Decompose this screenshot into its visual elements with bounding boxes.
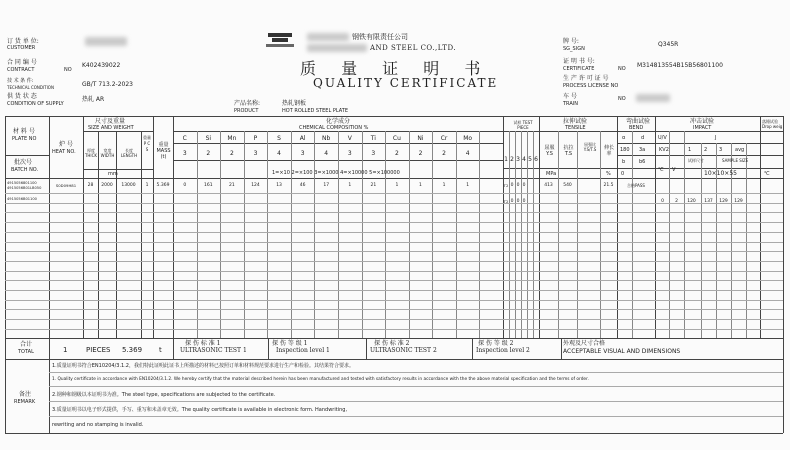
elong-header: 伸长率 bbox=[603, 145, 614, 157]
col-plate-end bbox=[49, 116, 50, 338]
pct-unit: % bbox=[606, 171, 611, 177]
col-ts-end bbox=[577, 131, 578, 338]
row-testpiece-value: 0 bbox=[522, 183, 526, 188]
col-bend-end bbox=[655, 116, 656, 338]
company-en-redacted bbox=[307, 44, 367, 52]
chem-multiplier: 3 bbox=[300, 150, 305, 157]
row-length: 13000 bbox=[121, 183, 136, 188]
col-bend-mid bbox=[632, 131, 633, 338]
title-cn: 质 量 证 明 书 bbox=[300, 59, 491, 78]
data-row-line bbox=[5, 271, 783, 272]
chem-multiplier: 3 bbox=[347, 150, 352, 157]
table-left-border bbox=[5, 116, 6, 433]
chem-col-line bbox=[244, 131, 245, 338]
remark-col-1 bbox=[49, 359, 50, 433]
chem-cn: 化学成分 bbox=[326, 118, 351, 125]
impact-en: IMPACT bbox=[693, 125, 712, 131]
bend-impact-divider-2 bbox=[617, 155, 783, 156]
bend-impact-divider-1 bbox=[617, 143, 783, 144]
testpiece-number: 6 bbox=[534, 156, 538, 163]
chem-element-label: Nb bbox=[322, 135, 331, 142]
supply-value: 热轧 AR bbox=[82, 96, 105, 103]
col-chem-end bbox=[503, 116, 504, 338]
data-row-line bbox=[5, 290, 783, 291]
col-width-end bbox=[116, 131, 117, 338]
row-chem-value: 21 bbox=[370, 183, 377, 188]
thick-header: 厚度 THICK bbox=[84, 148, 98, 158]
ut1-level-cn: 探 伤 等 级 1 bbox=[272, 340, 308, 347]
chem-col-line bbox=[291, 131, 292, 338]
col-testpiece-end bbox=[539, 116, 540, 338]
batch-no-cn: 批次号 bbox=[14, 159, 33, 166]
testpiece-header: 试样 TEST PIECE bbox=[513, 120, 533, 130]
size-cn: 尺寸及重量 bbox=[95, 118, 126, 125]
chem-multiplier: 3 bbox=[253, 150, 258, 157]
chem-element-label: P bbox=[253, 135, 258, 142]
chem-multiplier: 2 bbox=[206, 150, 211, 157]
impact-kv2: KV2 bbox=[659, 147, 669, 153]
testpiece-number: 3 bbox=[516, 156, 520, 163]
ysts-header: 屈强比 Y.S/T.S bbox=[583, 142, 597, 152]
chem-col-line bbox=[409, 131, 410, 338]
row-chem-value: 17 bbox=[323, 183, 330, 188]
mass-header: 重量 MASS (t) bbox=[156, 142, 171, 160]
cert-label-en: CERTIFICATE bbox=[563, 66, 595, 72]
impact-v: V bbox=[672, 167, 676, 173]
row-testpiece-value: 0 bbox=[522, 199, 526, 204]
length-header: 长度 LENGTH bbox=[120, 148, 138, 158]
customer-label-cn: 订 货 单 位: bbox=[7, 38, 39, 45]
company-logo bbox=[266, 31, 294, 51]
total-unit: PIECES bbox=[86, 346, 111, 354]
col-ys-end bbox=[558, 131, 559, 338]
chem-element-label: S bbox=[277, 135, 281, 142]
row-impact-value: 137 bbox=[704, 199, 713, 204]
testpiece-number: 4 bbox=[522, 156, 526, 163]
impact-cn: 冲击试验 bbox=[690, 118, 715, 125]
chem-element-label: V bbox=[347, 135, 352, 142]
data-row-line bbox=[5, 193, 783, 194]
row-plate-no: 4915056B01100 bbox=[7, 197, 37, 201]
train-label-en: TRAIN bbox=[563, 101, 578, 107]
remark-line-4 bbox=[49, 416, 783, 417]
remark-line-text-0: 1.质量证明书符合EN10204/3.1.2，我们特此证明此证书上所描述的材料已按照订单和材料规范要求进行生产和检验。其结果符合要求。 bbox=[52, 363, 354, 369]
ut2-level-cn: 探 伤 等 级 2 bbox=[478, 340, 514, 347]
row-impact-value: 129 bbox=[719, 199, 728, 204]
bend-cn: 弯曲试验 bbox=[626, 118, 651, 125]
row-elong: 21.5 bbox=[603, 183, 614, 188]
chem-multiplier: 2 bbox=[442, 150, 446, 157]
sign-value: Q345R bbox=[658, 41, 679, 48]
ut2-en: ULTRASONIC TEST 2 bbox=[370, 347, 437, 354]
data-row-line bbox=[5, 309, 783, 310]
total-col-6 bbox=[561, 338, 562, 359]
chem-col-line bbox=[385, 131, 386, 338]
cert-label-cn: 证 明 书 号: bbox=[563, 58, 595, 65]
col-mass-end bbox=[173, 116, 174, 338]
ts-header: 抗拉 T.S bbox=[563, 145, 574, 157]
company-name-redacted bbox=[307, 33, 349, 41]
table-top-border bbox=[5, 116, 783, 117]
row-testpiece-value: 0 bbox=[516, 183, 520, 188]
tech-value: GB/T 713.2-2023 bbox=[82, 81, 133, 88]
row-heat-no: S0D09H81 bbox=[55, 183, 77, 188]
chem-multiplier: 3 bbox=[182, 150, 187, 157]
company-name-cn: 钢铁有限责任公司 bbox=[352, 33, 408, 41]
impact-j: J bbox=[715, 135, 717, 141]
chem-element-label: Ti bbox=[370, 135, 376, 142]
impact-celsius: ℃ bbox=[658, 167, 664, 173]
data-row-line bbox=[5, 251, 783, 252]
plate-no-en: PLATE NO bbox=[12, 136, 37, 142]
row-ts: 540 bbox=[563, 183, 572, 188]
ut2-cn: 探 伤 标 准 2 bbox=[374, 340, 410, 347]
bend-zero: 0 bbox=[621, 171, 625, 177]
visual-cn: 外观及尺寸合格 bbox=[563, 340, 606, 347]
contract-label-en: CONTRACT bbox=[7, 67, 35, 73]
chem-element-label: C bbox=[182, 135, 187, 142]
col-ysts-end bbox=[600, 131, 601, 338]
row-chem-value: 124 bbox=[251, 183, 260, 188]
total-label-en: TOTAL bbox=[18, 349, 34, 355]
supply-label-en: CONDITION OF SUPPLY bbox=[7, 101, 64, 107]
row-width: 2000 bbox=[101, 183, 113, 188]
chem-element-label: Cr bbox=[440, 135, 448, 142]
product-label-cn: 产品名称: bbox=[234, 100, 261, 107]
chem-element-label: Mn bbox=[227, 135, 237, 142]
impact-trial-label: 2 bbox=[704, 147, 708, 153]
total-bottom-border bbox=[5, 359, 783, 360]
total-mass: 5.369 bbox=[122, 346, 143, 354]
total-t: t bbox=[159, 346, 162, 354]
row-testpiece-value: 0 bbox=[516, 199, 520, 204]
sign-label-cn: 牌 号: bbox=[563, 38, 579, 45]
bend-180: 180 bbox=[620, 147, 630, 153]
impact-trial-label: 1 bbox=[688, 147, 692, 153]
data-row-line bbox=[5, 242, 783, 243]
title-en: QUALITY CERTIFICATE bbox=[313, 76, 499, 90]
row-impact-value: 120 bbox=[687, 199, 696, 204]
ut1-level-en: Inspection level 1 bbox=[276, 347, 330, 354]
tensile-en: TENSILE bbox=[565, 125, 586, 131]
plate-no-cn: 材 料 号 bbox=[13, 128, 35, 135]
right-unit-divider bbox=[503, 168, 783, 169]
chem-multiplier: 4 bbox=[277, 150, 281, 157]
testpiece-number: 5 bbox=[528, 156, 532, 163]
table-bottom-border bbox=[5, 338, 783, 339]
license-label-en: PROCESS LICENSE NO bbox=[563, 83, 619, 89]
remark-line-text-1: 1. Quality certificate in accordance with EN10204/3.1.2. We hereby certify that the material described herein has been manufactured and tested with satisfactory results in accordance with the the above material specification and the terms of order. bbox=[52, 377, 589, 382]
dropweight-header: 落锤试验 Drop weig bbox=[762, 119, 783, 129]
chem-multiplier: 2 bbox=[230, 150, 234, 157]
data-row-line bbox=[5, 319, 783, 320]
chem-element-label: Mo bbox=[463, 135, 473, 142]
row-testpiece-value: 0 bbox=[510, 183, 514, 188]
impact-trial-label: avg bbox=[735, 147, 745, 153]
col-impact-end bbox=[760, 116, 761, 338]
chem-element-label: Al bbox=[299, 135, 306, 142]
chem-col-line bbox=[220, 131, 221, 338]
bend-d: d bbox=[641, 135, 645, 141]
cert-number: M314813554B15B56801100 bbox=[637, 62, 723, 69]
row-pcs: 1 bbox=[145, 183, 149, 188]
chem-col-line bbox=[314, 131, 315, 338]
customer-label-en: CUSTOMER bbox=[7, 45, 36, 51]
contract-no-label: NO bbox=[64, 67, 72, 73]
total-col-1 bbox=[49, 338, 50, 359]
row-testpiece-value: 0 bbox=[510, 199, 514, 204]
row-thick: 28 bbox=[87, 183, 94, 188]
remark-line-text-2: 2.钢种和钢级以本证明书为准。The steel type, specifications are subjected to the certificate. bbox=[52, 392, 276, 398]
size-unit-divider bbox=[83, 169, 153, 170]
total-col-2 bbox=[173, 338, 174, 359]
impact-size-cn: 试样尺寸 bbox=[688, 158, 704, 163]
batch-no-en: BATCH NO. bbox=[11, 167, 39, 173]
remark-label-cn: 备注 bbox=[19, 391, 32, 398]
row-impact-value: 2 bbox=[675, 199, 678, 204]
chem-en: CHEMICAL COMPOSITION % bbox=[299, 125, 369, 131]
row-impact-value: 0 bbox=[661, 199, 664, 204]
chem-element-label: Si bbox=[205, 135, 212, 142]
impact-trial-label: 3 bbox=[719, 147, 723, 153]
row-chem-value: 1 bbox=[442, 183, 446, 188]
row-chem-value: 21 bbox=[229, 183, 235, 188]
data-row-line bbox=[5, 232, 783, 233]
remark-line-text-3: 3.质量证明书以电子形式提供，手写、重写和未盖章无效。The quality certificate is available in electronic form. Handwriting, bbox=[52, 407, 348, 413]
chem-multiplier: 3 bbox=[371, 150, 376, 157]
tech-label-cn: 技 术 条 件: bbox=[7, 78, 34, 84]
visual-en: ACCEPTABLE VISUAL AND DIMENSIONS bbox=[563, 348, 681, 355]
row-mass: 5.369 bbox=[156, 183, 170, 188]
bend-3a: 3a bbox=[639, 147, 646, 153]
row-yield: 413 bbox=[544, 183, 553, 188]
customer-value-redacted bbox=[85, 37, 127, 46]
row-testpiece: T2 bbox=[503, 199, 509, 204]
chem-col-line bbox=[362, 131, 363, 338]
row-bend: 合格PASS bbox=[627, 183, 645, 188]
license-label-cn: 生 产 许 可 证 号 bbox=[563, 75, 609, 82]
col-impact-1 bbox=[669, 131, 670, 338]
supply-label-cn: 供 货 状 态 bbox=[7, 93, 37, 100]
bend-b: b bbox=[622, 159, 626, 165]
total-col-4 bbox=[366, 338, 367, 359]
chem-multiplier: 2 bbox=[418, 150, 423, 157]
chem-col-line bbox=[479, 131, 480, 338]
row-chem-value: 1 bbox=[395, 183, 399, 188]
data-row-line bbox=[5, 280, 783, 281]
row-chem-value: 1 bbox=[419, 183, 422, 188]
ut1-en: ULTRASONIC TEST 1 bbox=[180, 347, 247, 354]
remark-line-3 bbox=[49, 401, 783, 402]
sign-label-en: SG_SIGN bbox=[563, 46, 585, 52]
total-label-cn: 合计 bbox=[20, 341, 33, 348]
data-row-line bbox=[5, 261, 783, 262]
remark-line-1 bbox=[49, 372, 783, 373]
product-cn: 热轧钢板 bbox=[282, 100, 307, 107]
data-row-line bbox=[5, 329, 783, 330]
bend-en: BEND bbox=[629, 125, 644, 131]
col-length-end bbox=[141, 131, 142, 338]
total-count: 1 bbox=[63, 346, 68, 354]
bend-alpha: α bbox=[622, 135, 626, 141]
impact-size-value: 10×10×55 bbox=[704, 170, 737, 177]
yield-header: 屈服 Y.S bbox=[544, 145, 555, 157]
width-header: 宽度 WIDTH bbox=[100, 148, 115, 158]
ut2-level-en: Inspection level 2 bbox=[476, 347, 530, 354]
data-row-line bbox=[5, 222, 783, 223]
heat-no-cn: 炉 号 bbox=[59, 141, 73, 148]
testpiece-number: 1 bbox=[504, 156, 508, 163]
row-impact-value: 129 bbox=[734, 199, 743, 204]
heat-no-en: HEAT NO. bbox=[52, 149, 76, 155]
remark-line-2 bbox=[49, 386, 783, 387]
col-impact-2 bbox=[684, 131, 685, 338]
row-chem-value: 1 bbox=[348, 183, 352, 188]
row-plate-no: 4915056801100 4915056B01LB050 bbox=[7, 181, 42, 190]
train-label-cn: 车 号 bbox=[563, 93, 577, 100]
chem-col-line bbox=[432, 131, 433, 338]
impact-uv: U/V bbox=[658, 135, 667, 141]
total-col-5 bbox=[472, 338, 473, 359]
size-en: SIZE AND WEIGHT bbox=[88, 125, 134, 131]
row-testpiece: T2 bbox=[503, 183, 509, 188]
chem-element-label: Cu bbox=[392, 135, 401, 142]
data-row-line bbox=[5, 212, 783, 213]
remark-label-en: REMARK bbox=[14, 399, 36, 405]
tensile-cn: 拉伸试验 bbox=[563, 118, 588, 125]
mm-unit: mm bbox=[108, 171, 118, 177]
row-chem-value: 46 bbox=[299, 183, 306, 188]
cert-no-label: NO bbox=[618, 66, 626, 72]
testpiece-number: 2 bbox=[510, 156, 514, 163]
product-label-en: PRODUCT bbox=[234, 108, 259, 114]
train-value-redacted bbox=[636, 94, 670, 102]
contract-number: K402439022 bbox=[82, 62, 121, 69]
impact-size-en: SAMPLE SIZE bbox=[722, 158, 749, 163]
plate-batch-divider bbox=[5, 155, 49, 156]
col-thick-end bbox=[98, 131, 99, 338]
chem-factors: 1=×10 2=×100 3=×1000 4=×10000 5=×100000 bbox=[272, 170, 400, 176]
row-chem-value: 0 bbox=[183, 183, 187, 188]
size-header-divider bbox=[83, 131, 153, 132]
chem-element-label: Ni bbox=[417, 135, 424, 142]
mpa-unit: MPa bbox=[546, 171, 557, 177]
ut1-cn: 探 伤 标 准 1 bbox=[185, 340, 221, 347]
col-tensile-end bbox=[617, 116, 618, 338]
impact-celsius-2: ℃ bbox=[764, 171, 770, 177]
pcs-header: 重量 P C S bbox=[143, 135, 151, 152]
train-no-label: NO bbox=[618, 96, 626, 102]
chem-multiplier: 4 bbox=[324, 150, 329, 157]
tech-label-en: TECHNICAL CONDITION bbox=[7, 85, 54, 90]
header-data-divider bbox=[5, 178, 783, 179]
remark-bottom-border bbox=[5, 433, 783, 434]
remark-line-text-4: rewriting and no stamping is invalid. bbox=[52, 422, 144, 428]
company-name-en: AND STEEL CO.,LTD. bbox=[370, 44, 457, 52]
row-chem-value: 1 bbox=[466, 183, 470, 188]
row-chem-value: 13 bbox=[276, 183, 282, 188]
chem-col-line bbox=[456, 131, 457, 338]
chem-multiplier: 4 bbox=[465, 150, 470, 157]
total-col-3 bbox=[268, 338, 269, 359]
bend-b6: b6 bbox=[639, 159, 646, 165]
chem-col-line bbox=[197, 131, 198, 338]
table-right-border bbox=[783, 116, 784, 433]
chem-col-line bbox=[338, 131, 339, 338]
chem-multiplier: 2 bbox=[395, 150, 399, 157]
chem-col-line bbox=[267, 131, 268, 338]
data-row-line bbox=[5, 300, 783, 301]
product-en: HOT ROLLED STEEL PLATE bbox=[282, 108, 349, 114]
right-header-divider bbox=[503, 131, 783, 132]
contract-label-cn: 合 同 编 号 bbox=[7, 59, 37, 66]
row-chem-value: 161 bbox=[204, 183, 213, 188]
